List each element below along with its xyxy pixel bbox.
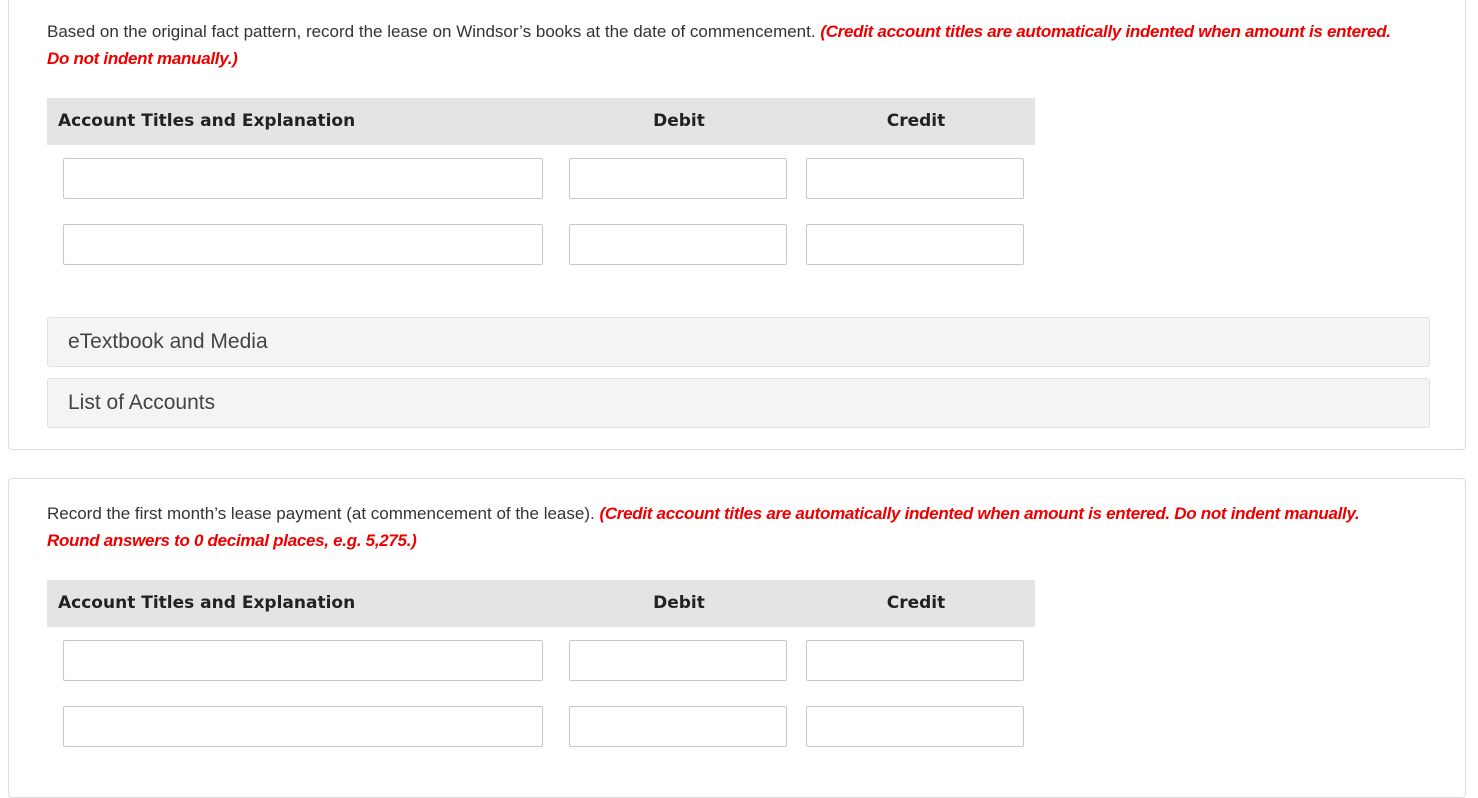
instruction-main: Based on the original fact pattern, record the lease on Windsor’s books at the date of commencement. (47, 22, 816, 41)
header-account-titles: Account Titles and Explanation (58, 593, 356, 613)
journal-entry-table (47, 98, 1035, 277)
instruction-note: (Credit account titles are automatically indented when amount is entered. Do not indent manually.) (47, 22, 1391, 68)
instruction-note: (Credit account titles are automatically indented when amount is entered. Do not indent manually. Round answers to 0 decimal places, e.g. 5,275.) (47, 504, 1360, 550)
instruction-text (47, 18, 1407, 72)
header-debit: Debit (653, 111, 705, 131)
header-account-titles: Account Titles and Explanation (58, 111, 356, 131)
credit-input[interactable] (806, 224, 1024, 265)
question-part-1 (8, 0, 1466, 450)
credit-input[interactable] (806, 158, 1024, 199)
table-row (47, 145, 1035, 211)
table-row (47, 693, 1035, 759)
account-title-input[interactable] (63, 224, 543, 265)
account-title-input[interactable] (63, 706, 543, 747)
account-title-input[interactable] (63, 158, 543, 199)
credit-input[interactable] (806, 640, 1024, 681)
header-credit: Credit (886, 593, 946, 613)
question-part-2 (8, 478, 1466, 798)
instruction-main: Record the first month’s lease payment (at commencement of the lease). (47, 504, 595, 523)
etextbook-media-link[interactable]: eTextbook and Media (47, 317, 1430, 367)
header-credit: Credit (886, 111, 946, 131)
account-title-input[interactable] (63, 640, 543, 681)
debit-input[interactable] (569, 706, 787, 747)
table-header (47, 580, 1035, 627)
header-debit: Debit (653, 593, 705, 613)
table-row (47, 211, 1035, 277)
instruction-text (47, 500, 1407, 554)
journal-entry-table (47, 580, 1035, 759)
list-of-accounts-link[interactable]: List of Accounts (47, 378, 1430, 428)
debit-input[interactable] (569, 158, 787, 199)
debit-input[interactable] (569, 640, 787, 681)
credit-input[interactable] (806, 706, 1024, 747)
table-row (47, 627, 1035, 693)
debit-input[interactable] (569, 224, 787, 265)
table-header (47, 98, 1035, 145)
